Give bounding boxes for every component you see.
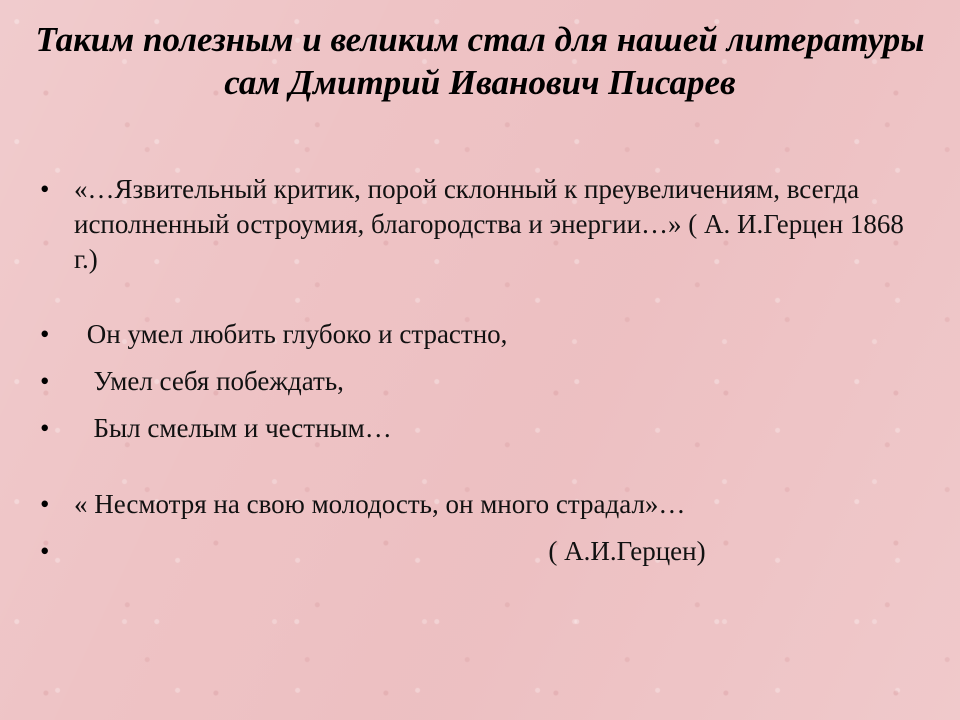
bullet-marker-icon: • — [40, 366, 50, 397]
bullet-list — [40, 172, 930, 569]
spacer — [40, 277, 930, 317]
list-item-text: Умел себя побеждать, — [80, 366, 344, 397]
attribution-text: ( А.И.Герцен) — [548, 535, 706, 566]
bullet-marker-icon: • — [40, 413, 50, 444]
spacer — [40, 447, 930, 487]
list-item — [40, 317, 930, 352]
spacer — [40, 522, 930, 534]
bullet-marker-icon: • — [40, 535, 50, 566]
list-item — [40, 487, 930, 522]
list-item — [40, 364, 930, 399]
list-item-text: Был смелым и честным… — [80, 413, 392, 444]
spacer — [40, 352, 930, 364]
list-item — [40, 411, 930, 446]
list-item — [40, 172, 930, 277]
bullet-marker-icon: • — [40, 319, 50, 350]
list-item-text: « Несмотря на свою молодость, он много страдал»… — [74, 488, 686, 519]
spacer — [40, 399, 930, 411]
bullet-marker-icon: • — [40, 174, 50, 204]
slide-title: Таким полезным и великим стал для нашей литературы сам Дмитрий Иванович Писарев — [35, 20, 925, 103]
list-item-text: «…Язвительный критик, порой склонный к преувеличениям, всегда исполненный остроумия, благородства и энергии…» ( А. И.Герцен 1868 г.) — [74, 174, 911, 275]
list-item-text: Он умел любить глубоко и страстно, — [80, 319, 508, 350]
bullet-marker-icon: • — [40, 488, 50, 519]
list-item — [40, 534, 930, 569]
